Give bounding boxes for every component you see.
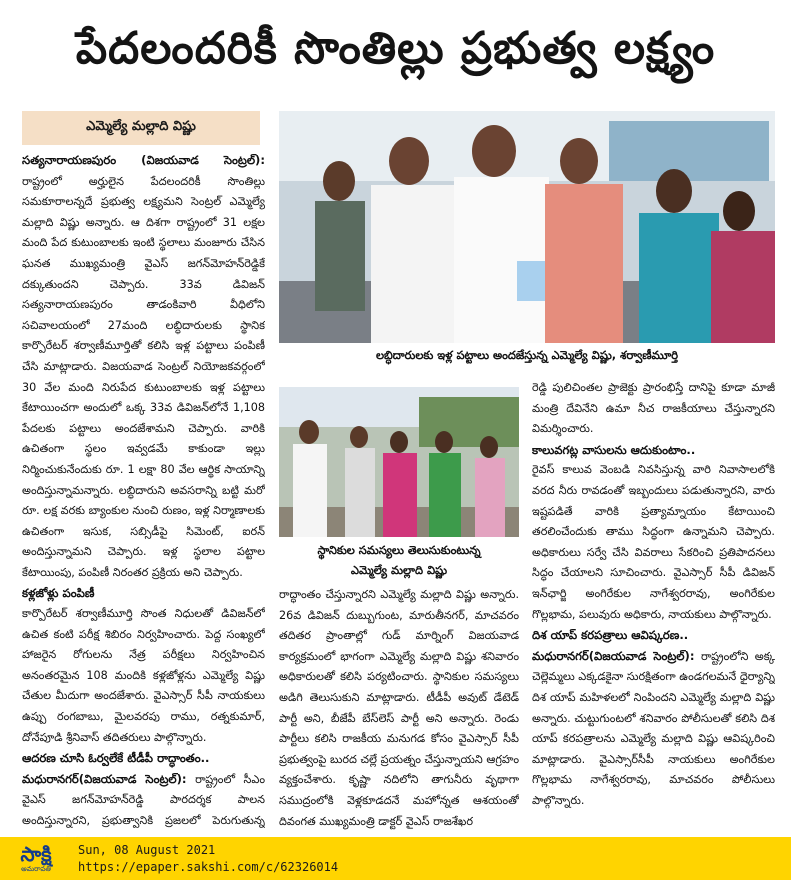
col3-subhead-1: కాలువగట్ల వాసులను ఆదుకుంటాం..: [532, 442, 696, 457]
epaper-footer: [0, 837, 791, 880]
col1-body-3: [22, 769, 265, 832]
col1-body-1: [22, 150, 265, 583]
photo-locals-image: [279, 387, 519, 537]
sakshi-edition-label: అమరావతి: [21, 865, 51, 873]
photo-locals: [279, 387, 519, 537]
footer-date: Sun, 08 August 2021: [78, 842, 216, 857]
article-column-1: [22, 150, 265, 832]
col3-paragraph-1: రెడ్డి పులిచింతల ప్రాజెక్టు ప్రారంభిస్తే దానిపై కూడా మాజీ మంత్రి దేవినేని ఉమా నీచ రాజకీయాలు చేస్తున్నారని విమర్శించారు.: [532, 381, 775, 436]
col3-subhead-2: దిశ యాప్ కరపత్రాలు ఆవిష్కరణ..: [532, 628, 689, 643]
col1-dateline: సత్యనారాయణపురం (విజయవాడ సెంట్రల్):: [22, 153, 265, 167]
footer-info: [78, 842, 338, 876]
col3-paragraph-2: రైవస్ కాలువ వెంబడి నివసిస్తున్న వారి నివాసాలలోకి వరద నీరు రావడంతో ఇబ్బందులు పడుతున్నారని, వారు ఇష్టపడితే వారికి ప్రత్యామ్నాయం కేటాయించి తరలించేందుకు తాము సిద్ధంగా ఉన్నామని చెప్పారు. అధికారులు సర్వే చేసి వివరాలు సేకరించి ప్రతిపాదనలు సిద్ధం చేయాలని సూచించారు. వైఎస్సార్ సీపీ డివిజన్ ఇన్‌ఛార్జి అంగిరేకుల నాగేశ్వరరావు, అంగిరేకుల గొల్లభామ, పలువురు అధికారు, నాయకులు పాల్గొన్నారు.: [532, 463, 775, 621]
photo-beneficiaries-caption: లబ్ధిదారులకు ఇళ్ల పట్టాలు అందజేస్తున్న ఎమ్మెల్యే విష్ణు, శర్వాణీమూర్తి: [375, 348, 679, 362]
col1-subhead-2: ఆదరణ చూసి ఓర్వలేకే టీడీపీ రాద్ధాంతం..: [22, 751, 210, 766]
article-column-3: [532, 378, 775, 832]
photo-locals-caption-line-1: స్థానికుల సమస్యలు తెలుసుకుంటున్న: [317, 543, 481, 557]
col3-body-3: [532, 646, 775, 812]
article-column-2: [279, 585, 519, 832]
col3-dateline: మధురానగర్(విజయవాడ సెంట్రల్):: [532, 648, 695, 663]
sakshi-logo: [6, 841, 66, 877]
photo-beneficiaries: [279, 111, 775, 343]
article-headline: పేదలందరికీ సొంతిల్లు ప్రభుత్వ లక్ష్యం: [75, 23, 716, 74]
photo-locals-caption-line-2: ఎమ్మెల్యే మల్లాది విష్ణు: [350, 563, 448, 577]
footer-url[interactable]: https://epaper.sakshi.com/c/62326014: [78, 859, 339, 874]
col1-subhead-1: కళ్లజోళ్లు పంపిణీ: [22, 586, 95, 601]
col1-paragraph-3: రాష్ట్రంలో సీఎం వైఎస్ జగన్‌మోహన్‌రెడ్డి పారదర్శక పాలన అందిస్తున్నారని, ప్రభుత్వానికి ప్రజలలో పెరుగుతున్న: [22, 772, 265, 827]
col1-paragraph-2: కార్పొరేటర్ శర్వాణీమూర్తి సొంత నిధులతో డివిజన్‌లో ఉచిత కంటి పరీక్ష శిబిరం నిర్వహించారు. పెద్ద సంఖ్యలో హాజరైన రోగులను నేత్ర పరీక్షలు నిర్వహించిన అనంతరమైన 108 మందికి కళ్లజోళ్లను ఎమ్మెల్యే విష్ణు చేతుల మీదుగా అందజేశారు. వైఎస్సార్ సీపీ నాయకులు ఉప్పు రంగబాబు, మైలవరపు రాము, రత్నకుమార్, దోనేపూడి శ్రీనివాస్ తదితరులు పాల్గొన్నారు.: [22, 607, 265, 744]
photo-beneficiaries-image: [279, 111, 775, 343]
byline: ఎమ్మెల్యే మల్లాది విష్ణు: [22, 111, 260, 145]
photo-locals-caption: [279, 540, 519, 580]
col2-paragraph-1: రాద్ధాంతం చేస్తున్నారని ఎమ్మెల్యే మల్లాది విష్ణు అన్నారు. 26వ డివిజన్ దుబ్బుగుంట, మారుతీనగర్, మాచవరం తదితర ప్రాంతాల్లో గుడ్ మార్నింగ్ విజయవాడ కార్యక్రమంలో భాగంగా ఎమ్మెల్యే మల్లాది విష్ణు శనివారం అధికారులతో కలిసి పర్యటించారు. స్థానికుల సమస్యలు అడిగి తెలుసుకుని మాట్లాడారు. టీడీపీ అవుట్ డేటెడ్ పార్టీ అని, బీజేపీ బేస్‌లెస్ పార్టీ అని అన్నారు. రెండు పార్టీలు కలిసి రాజకీయ మనుగడ కోసం వైఎస్సార్ సీపీ ప్రభుత్వంపై బురద చల్లే ప్రయత్నం చేస్తున్నాయని ఆగ్రహం వ్యక్తంచేశారు. కృష్ణా నదిలోని తాగునీరు వృథాగా సముద్రంలోకి వెళ్లకూడదనే మహోన్నత ఆశయంతో దివంగత ముఖ్యమంత్రి డాక్టర్ వైఎస్ రాజశేఖర: [279, 588, 519, 828]
sakshi-logo-text: సాక్షి: [20, 842, 52, 866]
col1-paragraph-1: రాష్ట్రంలో అర్హులైన పేదలందరికీ సొంతిల్లు సమకూరాలన్నదే ప్రభుత్వ లక్ష్యమని సెంట్రల్ ఎమ్మెల్యే మల్లాది విష్ణు అన్నారు. ఆ దిశగా రాష్ట్రంలో 31 లక్షల మంది పేద కుటుంబాలకు ఇంటి స్థలాలు మంజూరు చేసిన ఘనత ముఖ్యమంత్రి వైఎస్ జగన్‌మోహన్‌రెడ్డికే దక్కుతుందని చెప్పారు. 33వ డివిజన్ సత్యనారాయణపురం తాడంకివారి వీధిలోని సచివాలయంలో 27మంది లబ్ధిదారులకు స్థానిక కార్పొరేటర్ శర్వాణీమూర్తితో కలిసి ఇళ్ల పట్టాలు పంపిణీ చేసి మాట్లాడారు. విజయవాడ సెంట్రల్ నియోజకవర్గంలో 30 వేల మంది నిరుపేద కుటుంబాలకు ఇళ్ల పట్టాలు కేటాయించగా అందులో ఒక్క 33వ డివిజన్‌లోనే 1,108 పేదలకు పట్టాలు అందజేశామని చెప్పారు. వారికి ఉచితంగా స్థలం ఇవ్వడమే కాకుండా ఇల్లు నిర్మించుకునేందుకు రూ. 1 లక్షా 80 వేల ఆర్థిక సాయాన్ని అందిస్తున్నామన్నారు. లబ్ధిదారుని అవసరాన్ని బట్టి మరో రూ. లక్ష వరకు బ్యాంకుల నుంచి రుణం, ఇళ్ల నిర్మాణాలకు ఉచితంగా ఇసుక, సబ్సిడీపై సిమెంట్, ఐరన్ అందిస్తున్నామని చెప్పారు. ఇళ్ల స్థలాల పట్టాల కేటాయింపు, పంపిణీ నిరంతర ప్రక్రియ అని చెప్పారు.: [22, 174, 265, 579]
col3-paragraph-3: రాష్ట్రంలోని అక్క చెల్లెమ్మలు ఎక్కడకైనా సురక్షితంగా ఉండగలమనే ధైర్యాన్ని దిశ యాప్ మహిళలలో నింపిందని ఎమ్మెల్యే మల్లాది విష్ణు అన్నారు. చుట్టుగుంటలో శనివారం పోలీసులతో కలిసి దిశ యాప్ కరపత్రాలను ఎమ్మెల్యే మల్లాది విష్ణు ఆవిష్కరించి మాట్లాడారు. వైఎస్సార్‌సీపీ నాయకులు అంగిరేకుల గొల్లభామ నాగేశ్వరరావు, మాచవరం పోలీసులు పాల్గొన్నారు.: [532, 649, 775, 807]
col1-dateline-2: మధురానగర్(విజయవాడ సెంట్రల్):: [22, 771, 187, 786]
